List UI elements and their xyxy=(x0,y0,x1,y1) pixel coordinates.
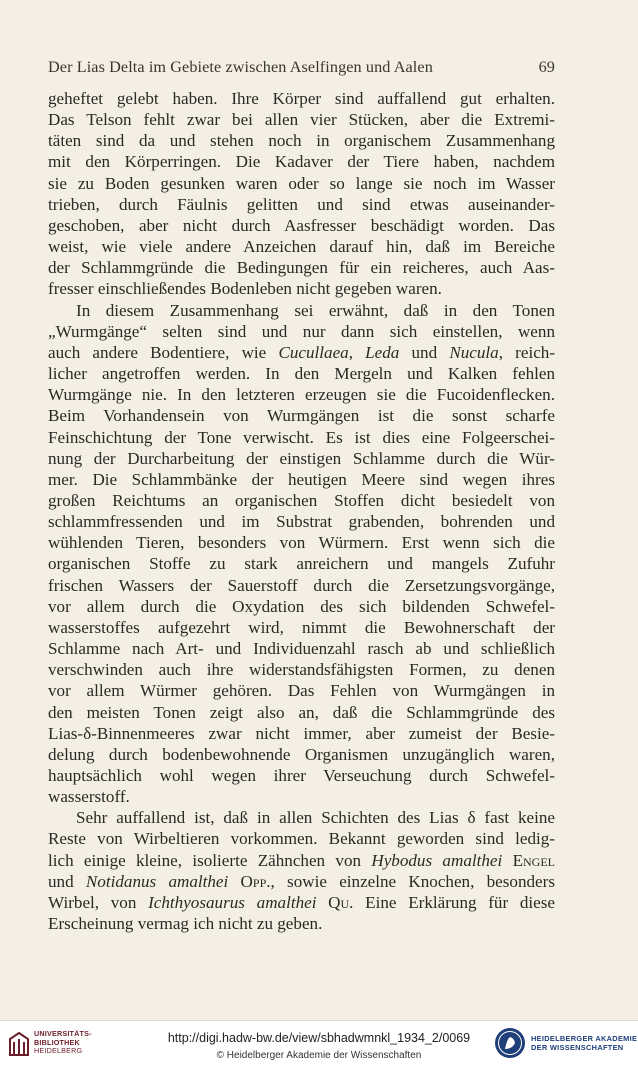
text-line: fresser einschließendes Bodenleben nicht gegeben waren. xyxy=(48,279,442,299)
text-line: In diesem Zusammenhang sei erwähnt, daß in den Tonen xyxy=(76,300,555,320)
paragraph-1 xyxy=(48,88,555,300)
text-line: verschwinden auch ihre widerstandsfähigsten Formen, zu denen xyxy=(48,660,555,680)
text-line: Lias-δ-Binnenmeeres zwar nicht immer, aber zumeist der Besie- xyxy=(48,723,555,743)
paragraph-3 xyxy=(48,807,555,934)
text-line: der Schlammgründe die Bedingungen für ein reicheres, auch Aas- xyxy=(48,258,555,278)
text-line: vor allem durch die Oxydation des sich bildenden Schwefel- xyxy=(48,596,555,616)
text-line: Sehr auffallend ist, daß in allen Schichten des Lias δ fast keine xyxy=(76,808,555,828)
text-line: großen Reichtums an organischen Stoffen dicht besiedelt von xyxy=(48,490,555,510)
text-line: wühlenden Tieren, besonders von Würmern. Erst wenn sich die xyxy=(48,533,555,553)
page-number: 69 xyxy=(538,58,555,76)
paragraph-2 xyxy=(48,300,555,808)
academy-name: HEIDELBERGER AKADEMIE DER WISSENSCHAFTEN xyxy=(531,1034,638,1052)
copyright-notice: © Heidelberger Akademie der Wissenschaften xyxy=(216,1050,422,1061)
university-library-name: UNIVERSITÄTS- BIBLIOTHEK HEIDELBERG xyxy=(34,1029,92,1055)
text-line: „Wurmgänge“ selten sind und nur dann sich einstellen, wenn xyxy=(48,321,555,341)
text-line: Erscheinung vermag ich nicht zu geben. xyxy=(48,914,323,934)
body-text xyxy=(48,88,555,934)
text-line: vor allem Würmer gehören. Das Fehlen von Wurmgängen in xyxy=(48,681,555,701)
text-line: delung durch bodenbewohnende Organismen unzugänglich waren, xyxy=(48,744,555,764)
text-line: schlammfressenden und im Substrat grabenden, bohrenden und xyxy=(48,512,555,532)
text-line: trieben, durch Fäulnis gelitten und sind etwas auseinander- xyxy=(48,194,555,214)
text-line: organischen Stoffe zu stark anreichern und mangels Zufuhr xyxy=(48,554,555,574)
text-line: frischen Wassers der Sauerstoff durch die Zersetzungsvorgänge, xyxy=(48,575,555,595)
text-line: den meisten Tonen zeigt also an, daß die Schlammgründe des xyxy=(48,702,555,722)
text-line: licher angetroffen werden. In den Mergeln und Kalken fehlen xyxy=(48,364,555,384)
academy-logo-icon xyxy=(494,1027,526,1059)
viewer-footer xyxy=(0,1020,638,1065)
text-line: und Notidanus amalthei Opp., sowie einzelne Knochen, besonders xyxy=(48,871,555,891)
running-head-title: Der Lias Delta im Gebiete zwischen Aselfingen und Aalen xyxy=(48,58,433,76)
text-line: täten sind da und stehen noch in organischem Zusammenhang xyxy=(48,131,555,151)
text-line: lich einige kleine, isolierte Zähnchen von Hybodus amalthei Engel xyxy=(48,850,556,870)
text-line: Reste von Wirbeltieren vorkommen. Bekannt geworden sind ledig- xyxy=(48,829,555,849)
text-line: Das Telson fehlt zwar bei allen vier Stücken, aber die Extremi- xyxy=(48,110,555,130)
text-line: mer. Die Schlammbänke der heutigen Meere sind wegen ihres xyxy=(48,469,555,489)
text-line: Feinschichtung der Tone verwischt. Es ist dies eine Folgeerschei- xyxy=(48,427,555,447)
text-line: hauptsächlich wohl wegen ihrer Verseuchung durch Schwefel- xyxy=(48,766,555,785)
text-line: Beim Vorhandensein von Wurmgängen ist die sonst scharfe xyxy=(48,406,555,426)
text-line: Wirbel, von Ichthyosaurus amalthei Qu. Eine Erklärung für diese xyxy=(48,892,555,912)
text-line: wasserstoff. xyxy=(48,787,130,807)
document-url-link[interactable]: http://digi.hadw-bw.de/view/sbhadwmnkl_1934_2/0069 xyxy=(167,1031,471,1045)
text-line: auch andere Bodentiere, wie Cucullaea, Leda und Nucula, reich- xyxy=(48,342,556,362)
text-line: nung der Durcharbeitung der einstigen Schlamme durch die Wür- xyxy=(48,448,555,468)
text-line: Schlamme nach Art- und Individuenzahl rasch ab und schließlich xyxy=(48,639,555,659)
text-line: geschoben, aber nicht durch Aasfresser beschädigt worden. Das xyxy=(48,215,555,235)
text-line: mit den Körperringen. Die Kadaver der Tiere haben, nachdem xyxy=(48,152,555,172)
text-line: geheftet gelebt haben. Ihre Körper sind auffallend gut erhalten. xyxy=(48,89,555,108)
text-line: weist, wie viele andere Anzeichen darauf hin, daß im Bereiche xyxy=(48,237,555,257)
text-line: Wurmgänge nie. In den letzteren erzeugen sie die Fucoidenflecken. xyxy=(48,385,555,405)
text-line: sie zu Boden gesunken waren oder so lange sie noch im Wasser xyxy=(48,173,555,193)
text-line: wasserstoffes aufgezehrt wird, nimmt die Bewohnerschaft der xyxy=(48,617,555,637)
